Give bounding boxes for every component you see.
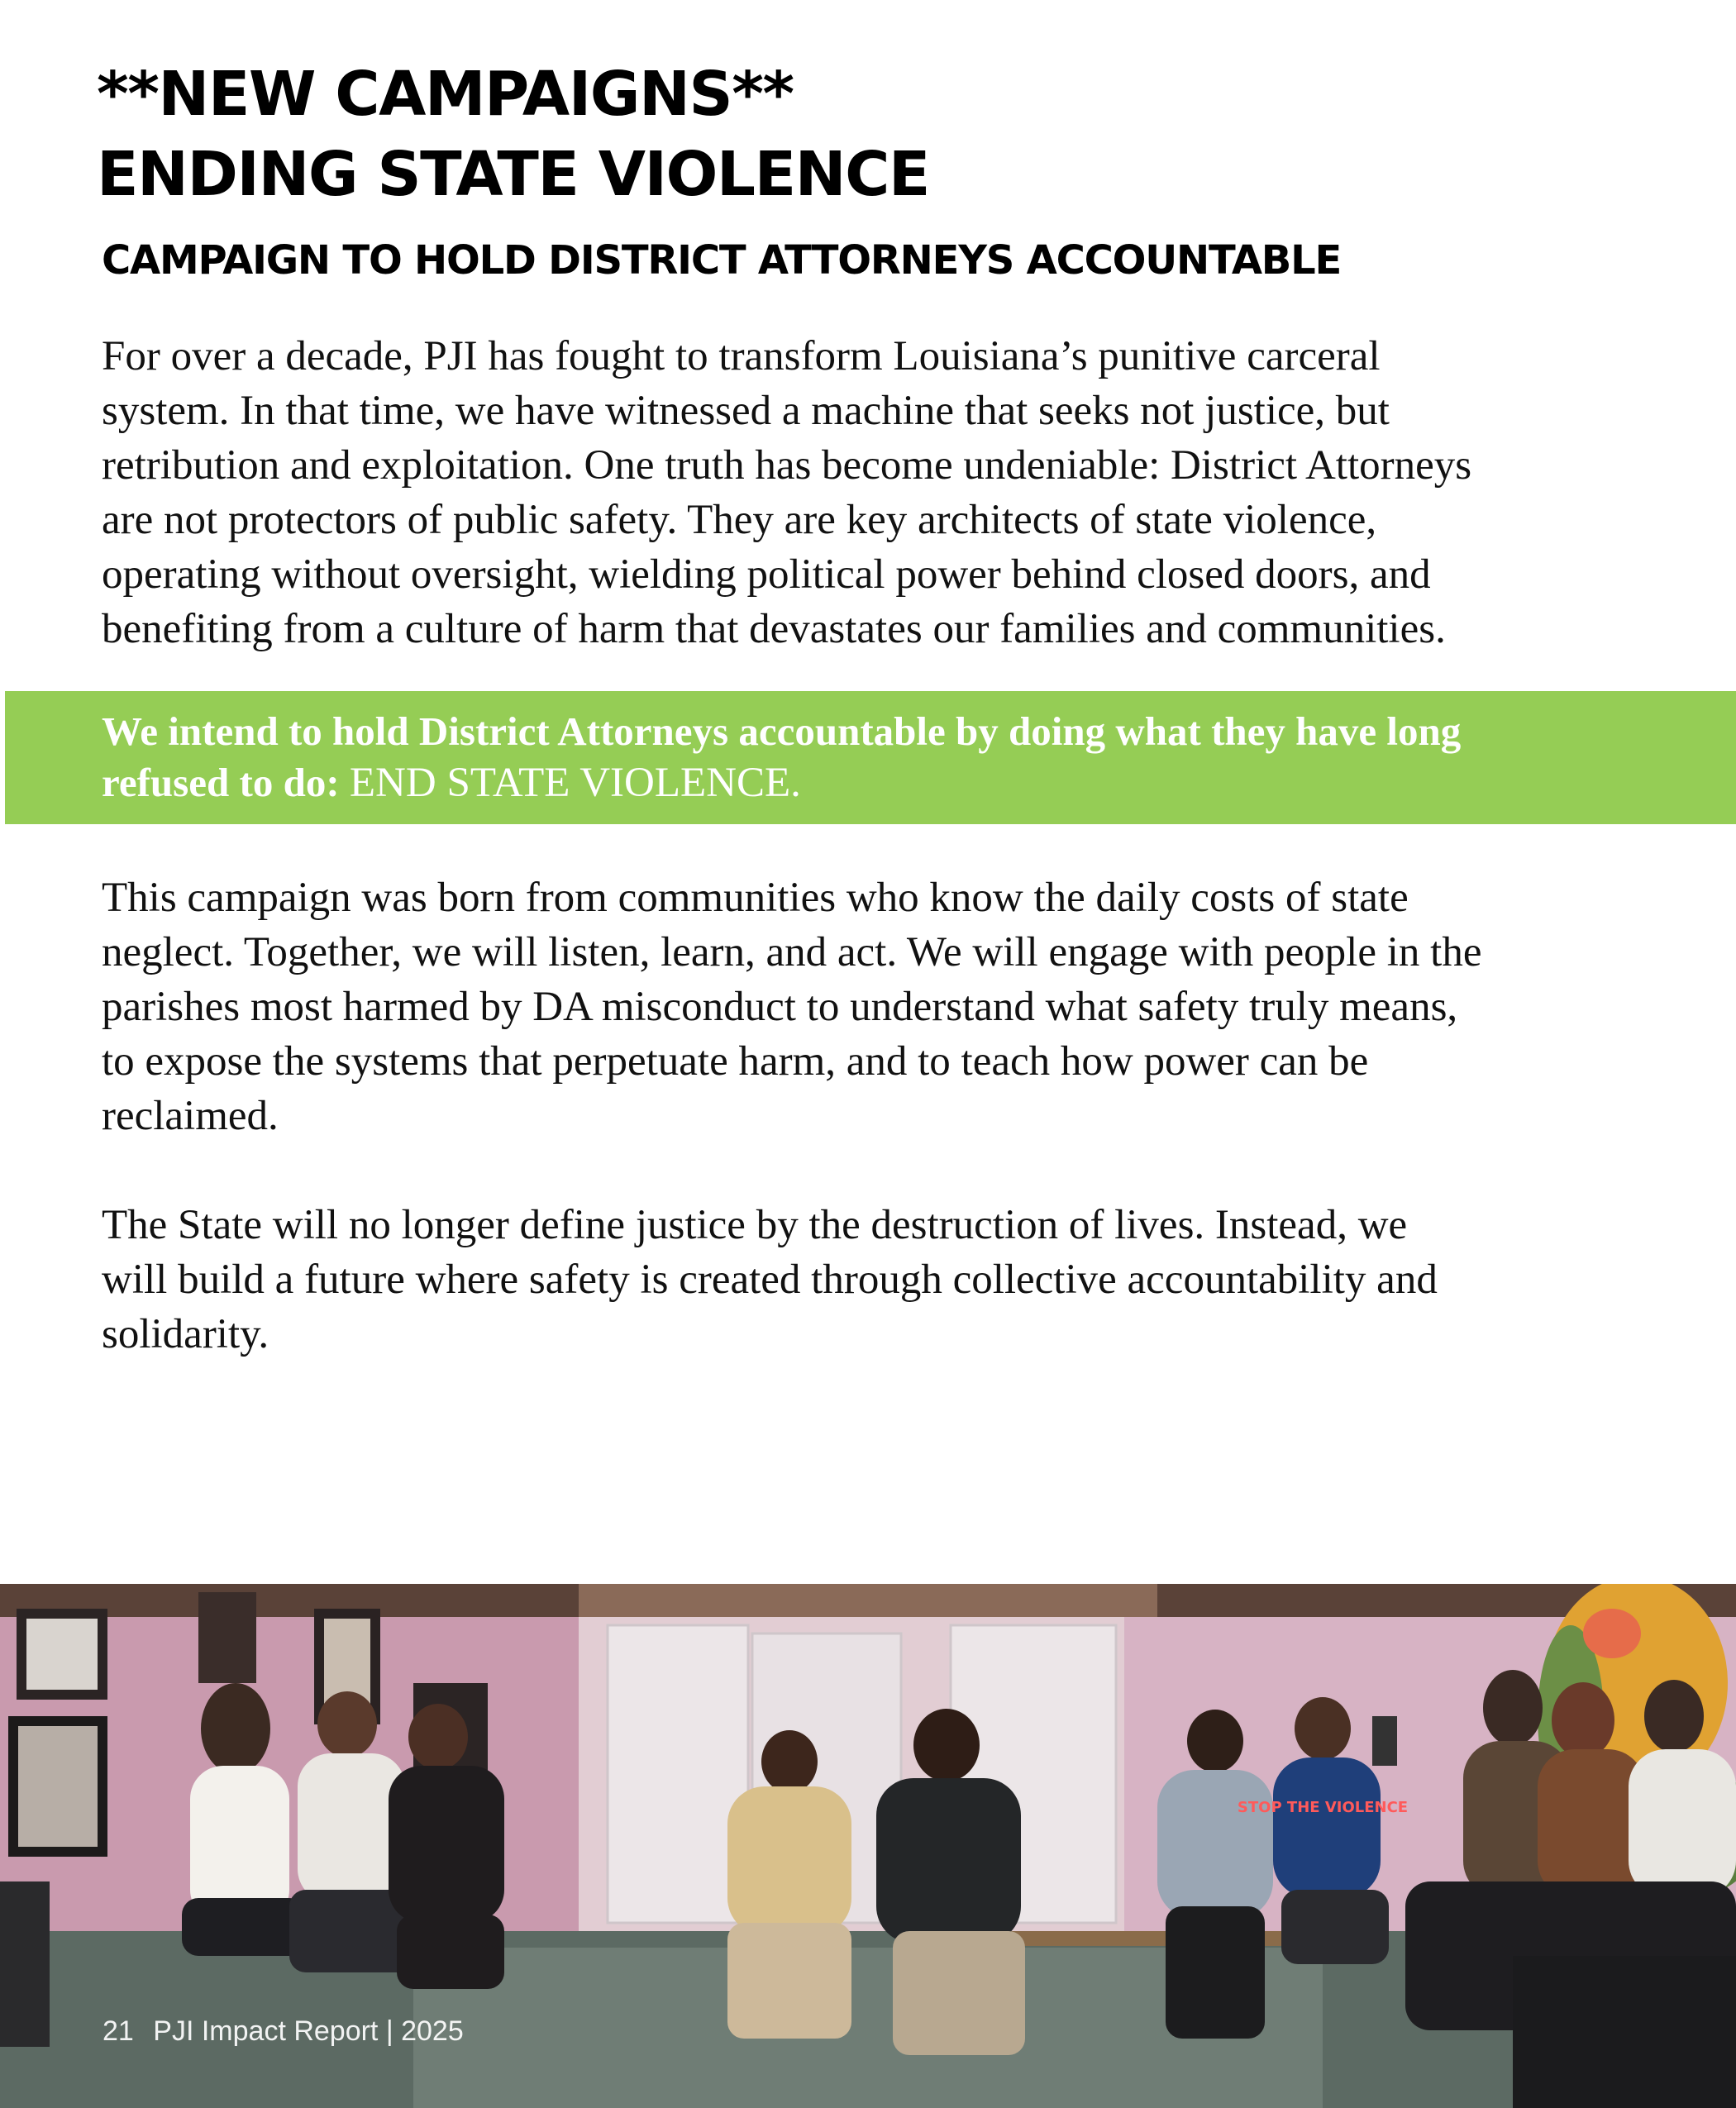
paragraph-line: parishes most harmed by DA misconduct to understand what safety truly means,: [102, 984, 1458, 1030]
report-title: PJI Impact Report | 2025: [153, 2015, 464, 2047]
page-number: 21: [103, 2015, 134, 2047]
paragraph-line: neglect. Together, we will listen, learn, and act. We will engage with people in the: [102, 929, 1482, 975]
intro-paragraph: [102, 329, 1672, 656]
heading-line-ending-state-violence: ENDING STATE VIOLENCE: [97, 139, 929, 210]
heading-line-new-campaigns: **NEW CAMPAIGNS**: [97, 59, 794, 130]
closing-paragraph: [102, 1198, 1672, 1362]
page-heading: [97, 55, 1667, 215]
paragraph-line: system. In that time, we have witnessed a machine that seeks not justice, but: [102, 388, 1390, 434]
campaign-subheading: CAMPAIGN TO HOLD DISTRICT ATTORNEYS ACCOUNTABLE: [102, 237, 1342, 284]
callout-emphasis: END STATE VIOLENCE.: [349, 760, 801, 806]
paragraph-line: retribution and exploitation. One truth has become undeniable: District Attorneys: [102, 442, 1472, 489]
paragraph-line: are not protectors of public safety. They are key architects of state violence,: [102, 497, 1377, 543]
paragraph-line: This campaign was born from communities who know the daily costs of state: [102, 875, 1409, 921]
paragraph-line: will build a future where safety is created through collective accountability and: [102, 1257, 1438, 1303]
callout-line: We intend to hold District Attorneys accountable by doing what they have long: [102, 708, 1462, 754]
callout-text: [102, 706, 1714, 808]
paragraph-line: For over a decade, PJI has fought to transform Louisiana’s punitive carceral: [102, 333, 1381, 379]
paragraph-line: solidarity.: [102, 1311, 269, 1357]
paragraph-line: to expose the systems that perpetuate harm, and to teach how power can be: [102, 1038, 1369, 1085]
community-meeting-photo: [0, 1584, 1736, 2108]
paragraph-line: benefiting from a culture of harm that devastates our families and communities.: [102, 606, 1446, 652]
campaign-paragraph: [102, 870, 1672, 1143]
callout-prefix: refused to do:: [102, 760, 350, 805]
shirt-sign-text: STOP THE VIOLENCE: [1237, 1799, 1409, 1816]
paragraph-line: reclaimed.: [102, 1093, 279, 1139]
page-footer: [103, 2015, 475, 2048]
callout-line: [102, 757, 1714, 808]
callout-banner: [5, 691, 1736, 824]
paragraph-line: The State will no longer define justice by the destruction of lives. Instead, we: [102, 1202, 1408, 1248]
paragraph-line: operating without oversight, wielding political power behind closed doors, and: [102, 551, 1431, 598]
